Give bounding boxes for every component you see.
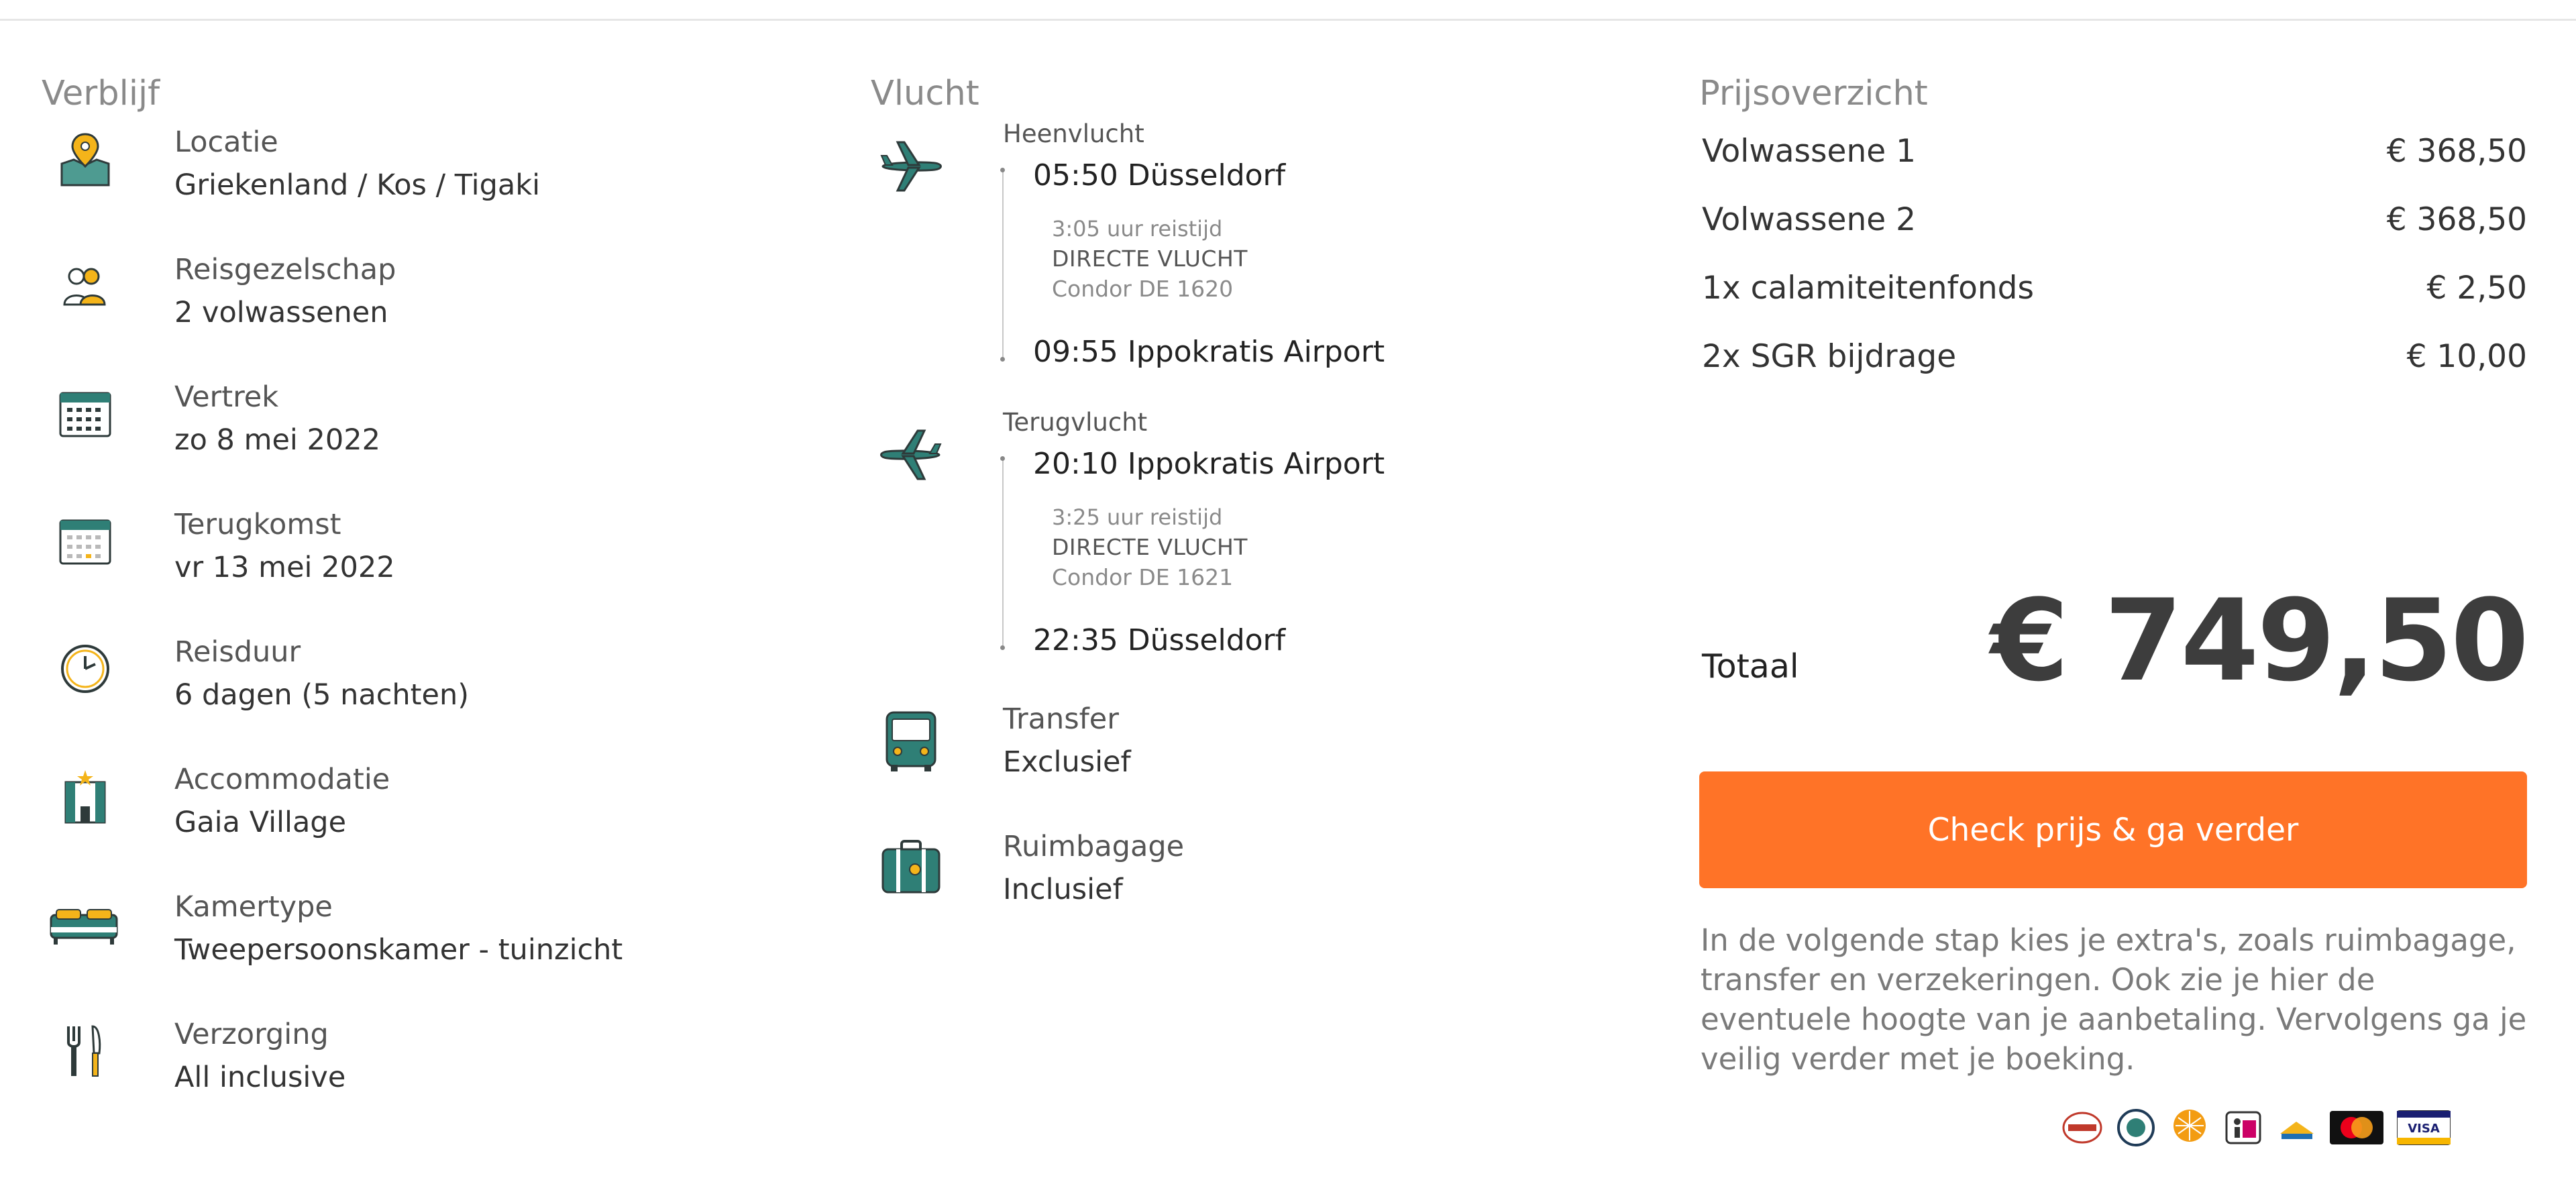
stay-label: Kamertype [174,890,333,924]
stay-item-board [42,1013,820,1140]
timeline-line [1002,458,1004,645]
stay-item-departure [42,376,820,503]
stay-column [42,67,820,1140]
stay-label: Terugkomst [174,508,341,541]
extra-value: Exclusief [1003,745,1131,779]
price-row [1699,121,2527,189]
flight-type: DIRECTE VLUCHT [1052,534,1248,560]
stay-item-location [42,121,820,248]
price-item-name: 2x SGR bijdrage [1702,338,1957,375]
stay-label: Vertrek [174,380,279,414]
total-row [1699,575,2527,706]
stay-item-duration [42,631,820,758]
airplane-icon [877,133,945,200]
bus-icon [877,707,945,774]
flight-carrier: Condor DE 1621 [1052,564,1234,590]
price-row [1699,258,2527,326]
ideal-logo-icon [2222,1107,2264,1148]
sgr-logo-icon [2169,1107,2210,1148]
stay-item-accommodation [42,758,820,886]
mastercard-logo-icon [2330,1107,2383,1148]
stay-title: Verblijf [42,74,160,113]
flight-title: Vlucht [871,74,979,113]
extra-luggage [871,825,1649,953]
payment-logos [2061,1107,2531,1154]
stay-value: 6 dagen (5 nachten) [174,678,469,712]
svg-text:VISA: VISA [2408,1122,2440,1136]
price-row [1699,326,2527,394]
extra-transfer [871,698,1649,825]
extra-value: Inclusief [1003,873,1123,906]
price-item-name: Volwassene 1 [1702,133,1916,170]
location-pin-icon [56,130,114,188]
stay-label: Reisduur [174,635,301,669]
outbound-flight [871,121,1649,409]
extra-label: Ruimbagage [1003,830,1185,863]
total-amount: € 749,50 [1990,575,2527,706]
return-heading: Terugvlucht [1003,408,1148,437]
departure-time: 20:10 Ippokratis Airport [1033,447,1385,481]
price-item-amount: € 368,50 [2386,201,2527,238]
price-item-amount: € 10,00 [2406,338,2527,375]
timeline-dot [1000,168,1005,172]
bed-icon [47,895,121,953]
top-divider [0,19,2576,21]
hotel-icon [56,767,114,825]
stay-value: Griekenland / Kos / Tigaki [174,168,541,202]
suitcase-icon [877,835,945,902]
next-step-note: In de volgende stap kies je extra's, zoals ruimbagage, transfer en verzekeringen. Ook zie je hier de eventuele hoogte van je aanbetaling. Vervolgens ga je veilig verder met je boeking. [1701,922,2527,1077]
stay-label: Reisgezelschap [174,253,396,286]
stay-value: vr 13 mei 2022 [174,551,395,584]
flight-carrier: Condor DE 1620 [1052,276,1234,302]
stay-value: Tweepersoonskamer - tuinzicht [174,933,623,967]
people-icon [56,258,114,315]
cutlery-icon [56,1022,114,1080]
total-label: Totaal [1702,647,1799,686]
banktransfer-logo-icon [2276,1107,2318,1148]
flight-type: DIRECTE VLUCHT [1052,246,1248,272]
timeline-dot [1000,357,1005,362]
visa-logo-icon [2397,1107,2451,1148]
clock-icon [56,640,114,698]
price-item-name: Volwassene 2 [1702,201,1916,238]
calendar-icon [56,513,114,570]
stay-item-party [42,248,820,376]
extra-label: Transfer [1003,702,1119,736]
stay-label: Verzorging [174,1018,329,1051]
timeline-dot [1000,456,1005,461]
return-flight [871,409,1649,698]
check-price-button[interactable]: Check prijs & ga verder [1699,771,2527,888]
travel-duration: 3:05 uur reistijd [1052,216,1223,242]
price-title: Prijsoverzicht [1699,74,1928,113]
price-item-name: 1x calamiteitenfonds [1702,270,2034,307]
stay-item-return [42,503,820,631]
stay-value: Gaia Village [174,806,347,839]
travel-duration: 3:25 uur reistijd [1052,504,1223,530]
stay-value: 2 volwassenen [174,296,388,329]
stay-item-roomtype [42,886,820,1013]
flight-column [871,67,1649,953]
price-column [1699,67,2527,1136]
arrival-time: 22:35 Düsseldorf [1033,623,1286,657]
departure-time: 05:50 Düsseldorf [1033,158,1286,193]
stay-value: zo 8 mei 2022 [174,423,380,457]
airplane-icon [877,421,945,488]
price-row [1699,189,2527,258]
timeline-dot [1000,645,1005,650]
arrival-time: 09:55 Ippokratis Airport [1033,335,1385,369]
anvr-logo-icon [2061,1107,2103,1148]
calendar-icon [56,385,114,443]
price-item-amount: € 368,50 [2386,133,2527,170]
stay-label: Accommodatie [174,763,390,796]
stay-label: Locatie [174,125,278,159]
outbound-heading: Heenvlucht [1003,119,1144,148]
price-item-amount: € 2,50 [2426,270,2527,307]
stay-value: All inclusive [174,1061,346,1094]
timeline-line [1002,169,1004,357]
geschillen-logo-icon [2115,1107,2157,1148]
